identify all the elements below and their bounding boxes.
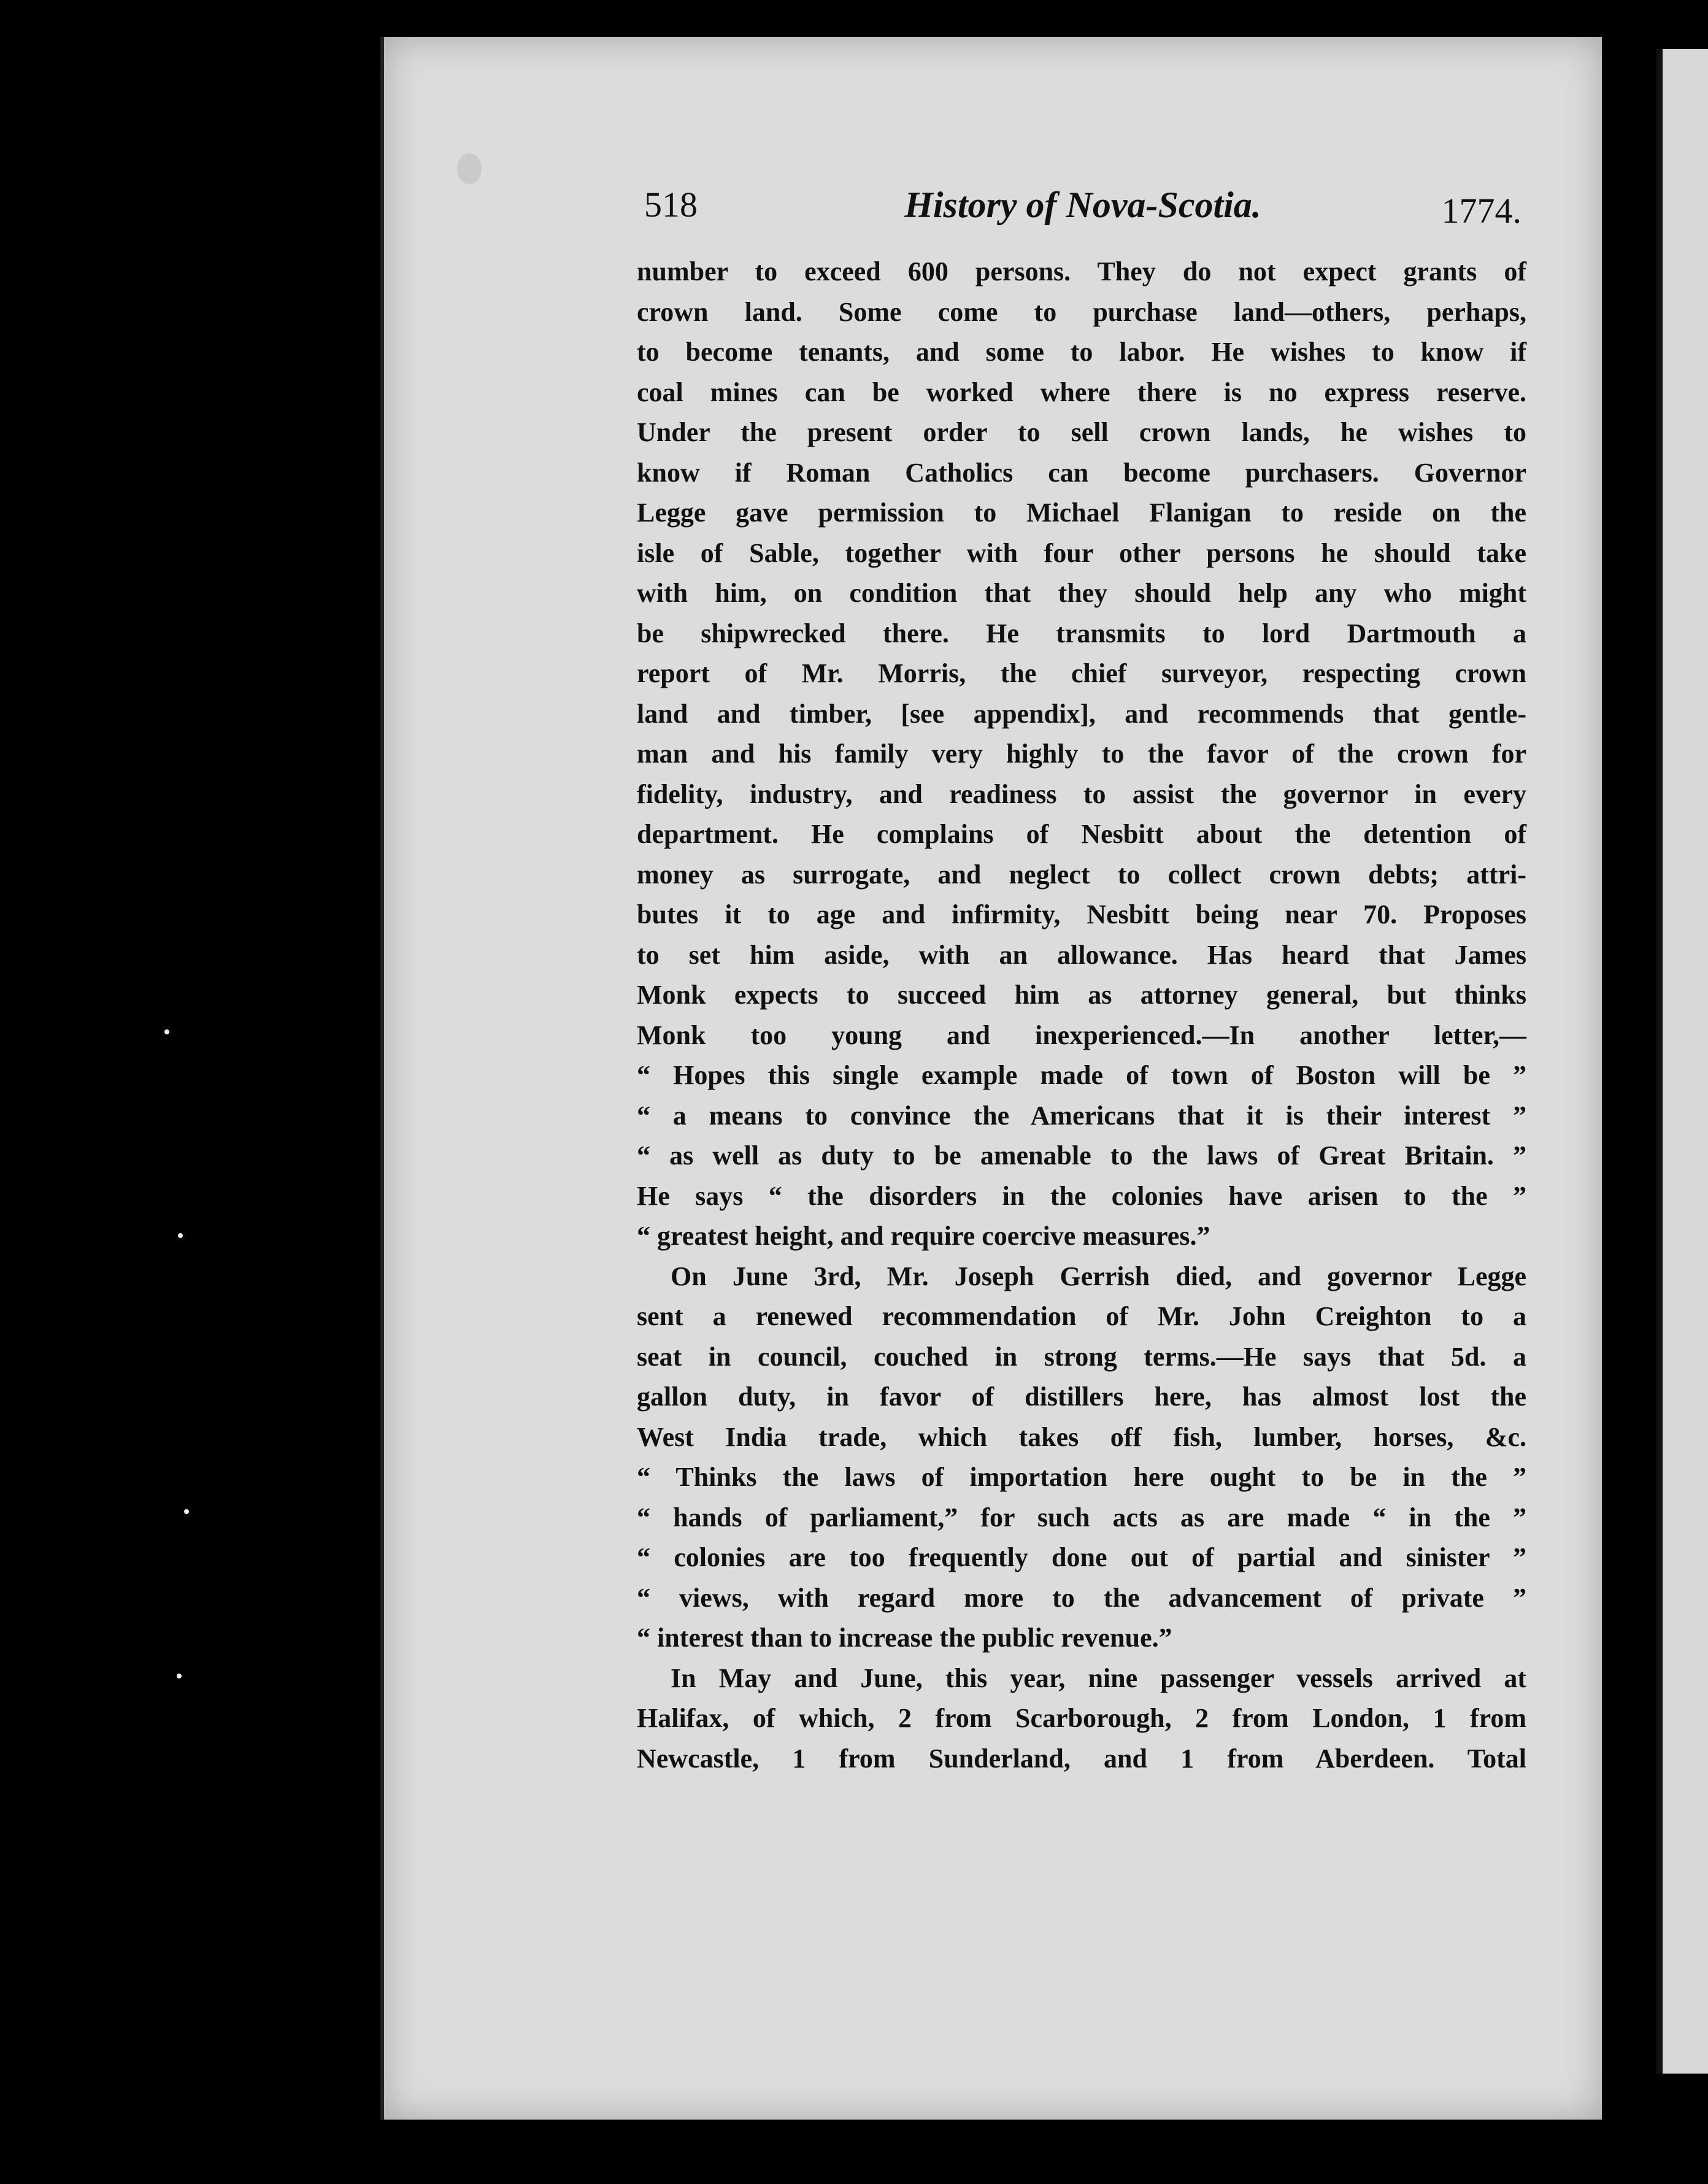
text-line: Monk too young and inexperienced.—In another letter,— [637,1020,1526,1050]
text-line: “ as well as duty to be amenable to the laws of Great Britain. ” [637,1140,1526,1171]
page-stain [457,153,482,184]
text-line: money as surrogate, and neglect to collect crown debts; attri- [637,859,1526,890]
body-text [637,252,1526,1778]
text-line: In May and June, this year, nine passenger vessels arrived at [671,1663,1526,1693]
text-line: “ Hopes this single example made of town of Boston will be ” [637,1060,1526,1090]
year-label: 1774. [1441,191,1521,231]
text-line: “ interest than to increase the public revenue.” [637,1623,1172,1653]
text-line: Halifax, of which, 2 from Scarborough, 2 from London, 1 from [637,1703,1526,1733]
text-line: West India trade, which takes off fish, lumber, horses, &c. [637,1421,1526,1452]
text-line: isle of Sable, together with four other persons he should take [637,537,1526,568]
text-line: seat in council, couched in strong terms.—He says that 5d. a [637,1341,1526,1372]
running-head [644,184,1521,239]
text-line: land and timber, [see appendix], and recommends that gentle- [637,698,1526,729]
text-line: Legge gave permission to Michael Flanigan to reside on the [637,498,1526,528]
text-line: “ greatest height, and require coercive measures.” [637,1221,1210,1251]
text-line: crown land. Some come to purchase land—others, perhaps, [637,296,1526,327]
text-line: gallon duty, in favor of distillers here, has almost lost the [637,1382,1526,1412]
text-line: fidelity, industry, and readiness to assist the governor in every [637,779,1526,809]
text-line: “ Thinks the laws of importation here ought to be in the ” [637,1462,1526,1492]
scan-speck [184,1509,189,1514]
text-line: know if Roman Catholics can become purchasers. Governor [637,457,1526,488]
text-line: department. He complains of Nesbitt about the detention of [637,819,1526,849]
text-line: be shipwrecked there. He transmits to lord Dartmouth a [637,618,1526,648]
text-line: man and his family very highly to the favor of the crown for [637,739,1526,769]
text-line: to set him aside, with an allowance. Has heard that James [637,939,1526,970]
text-line: to become tenants, and some to labor. He wishes to know if [637,337,1526,367]
text-line: report of Mr. Morris, the chief surveyor, respecting crown [637,658,1526,688]
scan-speck [177,1674,182,1678]
scan-speck [164,1029,169,1034]
text-line: sent a renewed recommendation of Mr. John Creighton to a [637,1301,1526,1331]
text-line: Under the present order to sell crown lands, he wishes to [637,417,1526,447]
text-line: “ a means to convince the Americans that it is their interest ” [637,1100,1526,1131]
facing-page-edge [1656,49,1708,2074]
text-line: “ hands of parliament,” for such acts as are made “ in the ” [637,1502,1526,1532]
text-line: On June 3rd, Mr. Joseph Gerrish died, and governor Legge [671,1261,1526,1291]
page-number: 518 [644,185,698,225]
text-line: butes it to age and infirmity, Nesbitt being near 70. Proposes [637,899,1526,929]
book-title: History of Nova-Scotia. [904,185,1261,225]
scan-speck [178,1233,183,1238]
text-line: “ colonies are too frequently done out of partial and sinister ” [637,1542,1526,1572]
text-line: with him, on condition that they should help any who might [637,578,1526,608]
text-line: coal mines can be worked where there is no express reserve. [637,377,1526,407]
text-line: “ views, with regard more to the advancement of private ” [637,1582,1526,1613]
text-line: Monk expects to succeed him as attorney general, but thinks [637,980,1526,1010]
text-line: Newcastle, 1 from Sunderland, and 1 from Aberdeen. Total [637,1743,1526,1774]
text-line: number to exceed 600 persons. They do not expect grants of [637,256,1526,286]
text-line: He says “ the disorders in the colonies have arisen to the ” [637,1180,1526,1211]
